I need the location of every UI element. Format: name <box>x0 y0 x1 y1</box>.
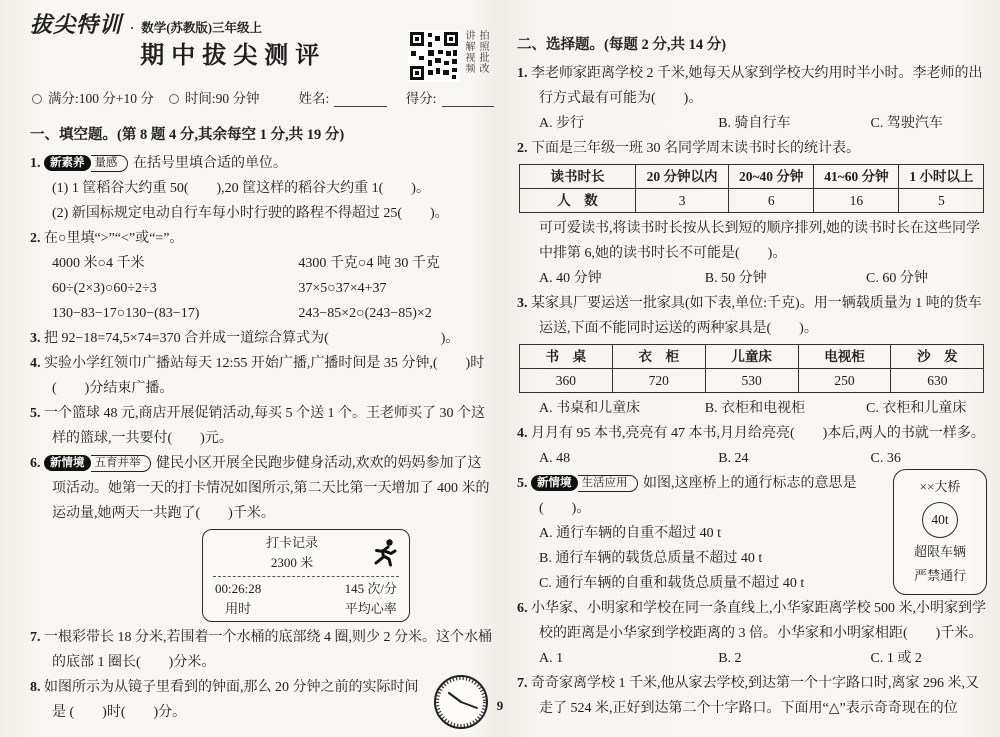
question-l3 <box>30 326 492 351</box>
option-b: B. 通行车辆的载货总质量不超过 40 t <box>539 551 763 566</box>
table-value-cell: 3 <box>636 189 729 213</box>
table-header-cell: 41~60 分钟 <box>814 165 899 189</box>
new-context-badge: 新情境 <box>531 475 578 491</box>
table-header-cell: 儿童床 <box>705 345 798 369</box>
run-record-time-label: 用时 <box>225 601 252 616</box>
table-header-cell: 衣 柜 <box>612 345 705 369</box>
question-text: 在○里填“>”“<”或“=”。 <box>44 231 184 246</box>
question-l1 <box>30 151 492 226</box>
question-text: 如图,这座桥上的通行标志的意思是( )。 <box>539 476 857 516</box>
options-row <box>517 446 987 471</box>
name-label: 姓名: <box>298 91 330 106</box>
question-r4 <box>517 421 987 471</box>
fill-in-section <box>30 122 492 725</box>
table-value-cell: 530 <box>705 369 798 393</box>
option-b: B. 50 分钟 <box>704 271 767 286</box>
choice-section <box>517 32 987 721</box>
sub-question-2: (2) 新国标规定电动自行车每小时行驶的路程不得超过 25( )。 <box>52 206 449 221</box>
option-a: A. 步行 <box>539 116 585 131</box>
table-value-cell: 6 <box>729 189 814 213</box>
table-header-cell: 沙 发 <box>891 345 984 369</box>
question-text: 一个篮球 48 元,商店开展促销活动,每买 5 个送 1 个。王老师买了 30 个这样的篮球,一共要付( )元。 <box>44 406 485 446</box>
question-r1 <box>517 61 987 136</box>
question-number: 8. <box>30 680 41 695</box>
question-number: 3. <box>30 331 41 346</box>
question-r5 <box>517 471 987 596</box>
question-r3 <box>517 291 987 421</box>
question-text: 小华家、小明家和学校在同一条直线上,小华家距离学校 500 米,小明家到学校的距离是小华家到学校距离的 3 倍。小华家和小明家相距( )千米。 <box>531 601 986 641</box>
options-row <box>517 646 987 671</box>
run-record-bottom <box>213 577 399 619</box>
left-page <box>30 0 492 737</box>
question-text: 李老师家距离学校 2 千米,她每天从家到学校大约用时半小时。李老师的出行方式最有可能为( )。 <box>531 66 983 106</box>
question-number: 1. <box>517 66 528 81</box>
question-number: 4. <box>517 426 528 441</box>
question-number: 2. <box>30 231 41 246</box>
options-row <box>517 111 987 136</box>
question-number: 7. <box>517 676 528 691</box>
comparison-item: 243−85×2○(243−85)×2 <box>298 306 432 321</box>
question-l4 <box>30 351 492 401</box>
run-record-rate: 145 次/分 <box>344 581 397 596</box>
life-application-tag: 生活应用 <box>578 475 638 492</box>
table-value-cell: 250 <box>798 369 891 393</box>
ring-icon <box>169 94 179 104</box>
option-a: A. 40 分钟 <box>539 271 602 286</box>
question-text: 如图所示为从镜子里看到的钟面,那么 20 分钟之前的实际时间是 ( )时( )分。 <box>44 680 419 720</box>
question-number: 6. <box>30 456 41 471</box>
qr-caption-video-label: 讲解视频 <box>463 30 474 74</box>
question-text: 一根彩带长 18 分米,若围着一个水桶的底部绕 4 圈,则少 2 分米。这个水桶的底部 1 圈长( )分米。 <box>44 630 492 670</box>
furniture-weight-table <box>519 344 984 393</box>
table-value-cell: 16 <box>814 189 899 213</box>
qr-block <box>408 30 488 82</box>
question-continuation: 可可爱读书,将读书时长按从长到短的顺序排列,她的读书时长在这些同学中排第 6,她的读书时长不可能是( )。 <box>539 221 980 261</box>
question-text: 某家具厂要运送一批家具(如下表,单位:千克)。用一辆载质量为 1 吨的货车运送,下面不能同时运送的两种家具是( )。 <box>531 296 982 336</box>
option-c: C. 36 <box>870 451 901 466</box>
table-value-cell: 5 <box>899 189 984 213</box>
question-number: 2. <box>517 141 528 156</box>
question-number: 4. <box>30 356 41 371</box>
run-record-top <box>213 533 399 577</box>
question-text: 把 92−18=74,5×74=370 合并成一道综合算式为( )。 <box>44 331 460 346</box>
sign-line-2: 严禁通行 <box>913 568 966 583</box>
options-row <box>517 396 987 421</box>
brand-row <box>30 12 262 41</box>
question-r6 <box>517 596 987 671</box>
question-number: 7. <box>30 630 41 645</box>
comparison-grid <box>30 251 492 326</box>
qr-caption-photo-label: 拍照批改 <box>477 30 488 74</box>
new-context-badge: 新情境 <box>44 455 91 471</box>
section-1-title: 一、填空题。(第 8 题 4 分,其余每空 1 分,共 19 分) <box>30 127 345 143</box>
table-value-cell: 630 <box>891 369 984 393</box>
question-r2 <box>517 136 987 291</box>
run-record-card <box>202 529 410 622</box>
ring-icon <box>32 94 42 104</box>
name-blank-line <box>334 91 386 107</box>
score-blank-line <box>442 91 494 107</box>
comparison-item: 37×5○37×4+37 <box>298 281 387 296</box>
question-text: 健民小区开展全民跑步健身活动,欢欢的妈妈参加了这项活动。她第一天的打卡情况如图所示,第二天比第一天增加了 400 米的运动量,她两天一共跑了( )千米。 <box>52 456 490 521</box>
option-c: C. 驾驶汽车 <box>870 116 943 131</box>
reading-time-table <box>519 164 984 213</box>
question-l7 <box>30 625 492 675</box>
option-a: A. 48 <box>539 451 571 466</box>
section-2-title: 二、选择题。(每题 2 分,共 14 分) <box>517 37 727 53</box>
options-row <box>517 266 987 291</box>
option-c: C. 60 分钟 <box>866 271 928 286</box>
new-literacy-badge: 新素养 <box>44 155 91 171</box>
option-a: A. 1 <box>539 651 564 666</box>
option-b: B. 衣柜和电视柜 <box>704 401 806 416</box>
qr-code-icon <box>408 30 460 82</box>
runner-icon <box>371 538 399 568</box>
question-text: 下面是三年级一班 30 名同学周末读书时长的统计表。 <box>531 141 860 156</box>
bridge-limit-sign <box>893 469 987 595</box>
question-number: 5. <box>30 406 41 421</box>
option-c: C. 通行车辆的自重和载货总质量不超过 40 t <box>539 576 805 591</box>
option-a: A. 书桌和儿童床 <box>539 401 641 416</box>
question-number: 6. <box>517 601 528 616</box>
question-number: 5. <box>517 476 528 491</box>
run-record-rate-label: 平均心率 <box>344 601 397 616</box>
weight-limit-circle: 40t <box>922 502 958 538</box>
option-b: B. 24 <box>718 451 749 466</box>
option-a: A. 通行车辆的自重不超过 40 t <box>539 526 721 541</box>
paper-title: 期中拔尖测评 <box>140 43 327 69</box>
quantity-sense-tag: 量感 <box>91 155 128 172</box>
sign-line-1: 超限车辆 <box>913 544 966 559</box>
question-text: 实验小学红领巾广播站每天 12:55 开始广播,广播时间是 35 分钟,( )时( )分结束广播。 <box>44 356 485 396</box>
option-c: C. 衣柜和儿童床 <box>866 401 967 416</box>
run-record-distance: 2300 米 <box>270 555 314 570</box>
table-header-cell: 书 桌 <box>520 345 613 369</box>
score-label: 得分: <box>405 91 437 106</box>
question-number: 1. <box>30 156 41 171</box>
option-b: B. 2 <box>718 651 742 666</box>
table-header-cell: 电视柜 <box>798 345 891 369</box>
meta-row <box>32 86 494 111</box>
table-header-cell: 1 小时以上 <box>899 165 984 189</box>
table-header-cell: 20~40 分钟 <box>729 165 814 189</box>
option-c: C. 1 或 2 <box>870 651 922 666</box>
edition-label: · 数学(苏教版)三年级上 <box>130 21 262 35</box>
page-number: 9 <box>496 698 504 713</box>
comparison-item: 4300 千克○4 吨 30 千克 <box>298 256 440 271</box>
time-label: 时间:90 分钟 <box>184 91 260 106</box>
brand-logo: 拔尖特训 <box>30 12 123 37</box>
table-value-cell: 720 <box>612 369 705 393</box>
table-value-cell: 360 <box>520 369 613 393</box>
comparison-item: 60÷(2×3)○60÷2÷3 <box>52 281 157 296</box>
option-b: B. 骑自行车 <box>718 116 791 131</box>
run-record-time: 00:26:28 <box>215 581 262 596</box>
question-text: 奇奇家离学校 1 千米,他从家去学校,到达第一个十字路口时,离家 296 米,又走了 524 米,正好到达第二个十字路口。下面用“△”表示奇奇现在的位 <box>531 676 979 716</box>
comparison-item: 130−83−17○130−(83−17) <box>52 306 200 321</box>
table-header-cell: 20 分钟以内 <box>636 165 729 189</box>
five-education-tag: 五育并举 <box>91 455 151 472</box>
right-page <box>517 0 987 737</box>
table-row-label: 人 数 <box>520 189 636 213</box>
question-l5 <box>30 401 492 451</box>
question-number: 3. <box>517 296 528 311</box>
question-text: 在括号里填合适的单位。 <box>133 156 287 171</box>
full-score-label: 满分:100 分+10 分 <box>48 91 154 106</box>
table-header-cell: 读书时长 <box>520 165 636 189</box>
run-record-title: 打卡记录 <box>265 535 318 550</box>
question-l2 <box>30 226 492 326</box>
sign-title: ××大桥 <box>919 479 961 494</box>
question-l6 <box>30 451 492 622</box>
comparison-item: 4000 米○4 千米 <box>52 256 145 271</box>
sub-question-1: (1) 1 筐稻谷大约重 50( ),20 筐这样的稻谷大约重 1( )。 <box>52 181 430 196</box>
question-text: 月月有 95 本书,亮亮有 47 本书,月月给亮亮( )本后,两人的书就一样多。 <box>531 426 985 441</box>
